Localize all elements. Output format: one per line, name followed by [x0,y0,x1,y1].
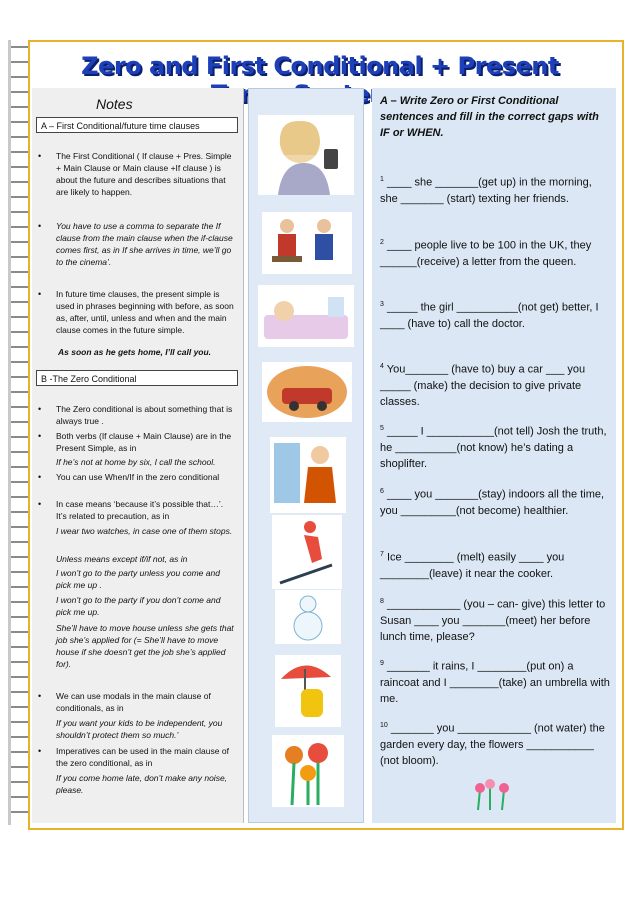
skier-image [272,515,342,589]
people-talking-image [262,212,352,274]
exercise-item: $^2$ ____ people live to be 100 in the UK, they ______(receive) a letter from the queen. [380,239,592,268]
exercise-item: $^9$ _______ it rains, I ________(put on) a raincoat and I ________(take) an umbrella with me. [380,660,610,705]
worksheet-title: Zero and First Conditional + Present [81,52,559,80]
exercise-item: $^7$ Ice ________ (melt) easily ____ you ________(leave) it near the cooker. [380,551,565,580]
small-flowers-image [468,778,518,812]
raincoat-umbrella-image [275,655,341,727]
exercise-item: $^5$ _____ I ___________(not tell) Josh the truth, he __________(not know) he’s dating a shoplifter. [380,425,607,470]
section-a-header: A – First Conditional/future time clauses [36,117,238,133]
exercise-item: $^4$ You_______ (have to) buy a car ___ you _____ (make) the decision to give private classes. [380,363,586,408]
car-driving-image [262,362,352,422]
worksheet-page: Zero and First Conditional + Present Notes A – First Conditional/future time clauses • The First Conditional ( If clause + Pres. Simple + Main Clause or Main clause +If clause ) is about the future and describes situations that are likely to happen. • You have to use a comma to separate the If clause from the main clause when the if-clause comes first, as in If she arrives in time, we’ll go to the cinema’. • In future time clauses, the present simple is used in phrases beginning with before, as soon as, after, until, unless and when and the main clause comes in the future simple. As soon as he gets home, I’ll call you. B -The Zero Conditional • The Zero conditional is about something that is always true . • Both verbs (If clause + Main Clause) are in the Present Simple, as in If he’s not at home by six, I call the school. • You can use When/If in the zero conditional • In case means ‘because it’s possible that…’. It’s related to precaution, as in I wear two watches, in case one of them stops. Unless means except if/if not, as in I won’t go to the party unless you come and pick me up . I won’t go to the party if you don’t come and pick me up. She’ll have to move house unless she gets that job she’s applied for (= She’ll have to move house if she doesn’t get the job she’s applied for). • We can use modals in the main clause of conditionals, as in If you want your kids to be independent, you shouldn’t protect them so much.’ • Imperatives can be used in the main clause of the zero conditional, as in If you come home late, don’t make any noise, please. A – Write Zero or First Conditional sentences and fill in the correct gaps with IF or WHEN. $^1$ ____ she _______(get up) in the morning, she _______ (start) texting her friends. $^2$ ____ people live to be 100 in the UK, they ______(receive) a letter from the queen. $^3$ _____ the girl __________(not get) better, I ____ (have to) call the doctor. $^4$ You_______ (have to) buy a car ___ you _____ (make) the decision to give private classes. $^5$ _____ I ___________(not tell) Josh the truth, he __________(not know) he’s dating a shoplifter. $^6$ ____ you _______(stay) indoors all the time, you _________(not become) healthier. $^7$ Ice ________ (melt) easily ____ you ________(leave) it near the cooker. $^8$ ____________ (you – can- give) this letter to Susan ____ you _______(meet) her before lunch time, please? $^9$ _______ it rains, I ________(put on) a raincoat and I ________(take) an umbrella with me. $^{10}$ _______ you ____________ (not water) the garden every day, the flowers ___________ (not bloom). [0,0,638,903]
exercise-item: $^1$ ____ she _______(get up) in the morning, she _______ (start) texting her friends. [380,176,592,205]
woman-texting-image [258,115,354,195]
exercise-item: $^{10}$ _______ you ____________ (not water) the garden every day, the flowers ___________ (not bloom). [380,722,605,767]
flowers-image [272,735,344,807]
exercise-item: $^3$ _____ the girl __________(not get) better, I ____ (have to) call the doctor. [380,301,599,330]
exercise-item: $^6$ ____ you _______(stay) indoors all the time, you _________(not become) healthier. [380,488,605,517]
exercise-item: $^8$ ____________ (you – can- give) this letter to Susan ____ you _______(meet) her before lunch time, please? [380,598,606,643]
snowman-cooker-image [275,590,341,644]
shoplifter-image [270,437,346,513]
exercise-instruction: A – Write Zero or First Conditional sentences and fill in the correct gaps with IF or WHEN. [380,95,599,139]
notes-heading: Notes [96,96,133,112]
section-b-header: B -The Zero Conditional [36,370,238,386]
sick-girl-image [258,285,354,347]
